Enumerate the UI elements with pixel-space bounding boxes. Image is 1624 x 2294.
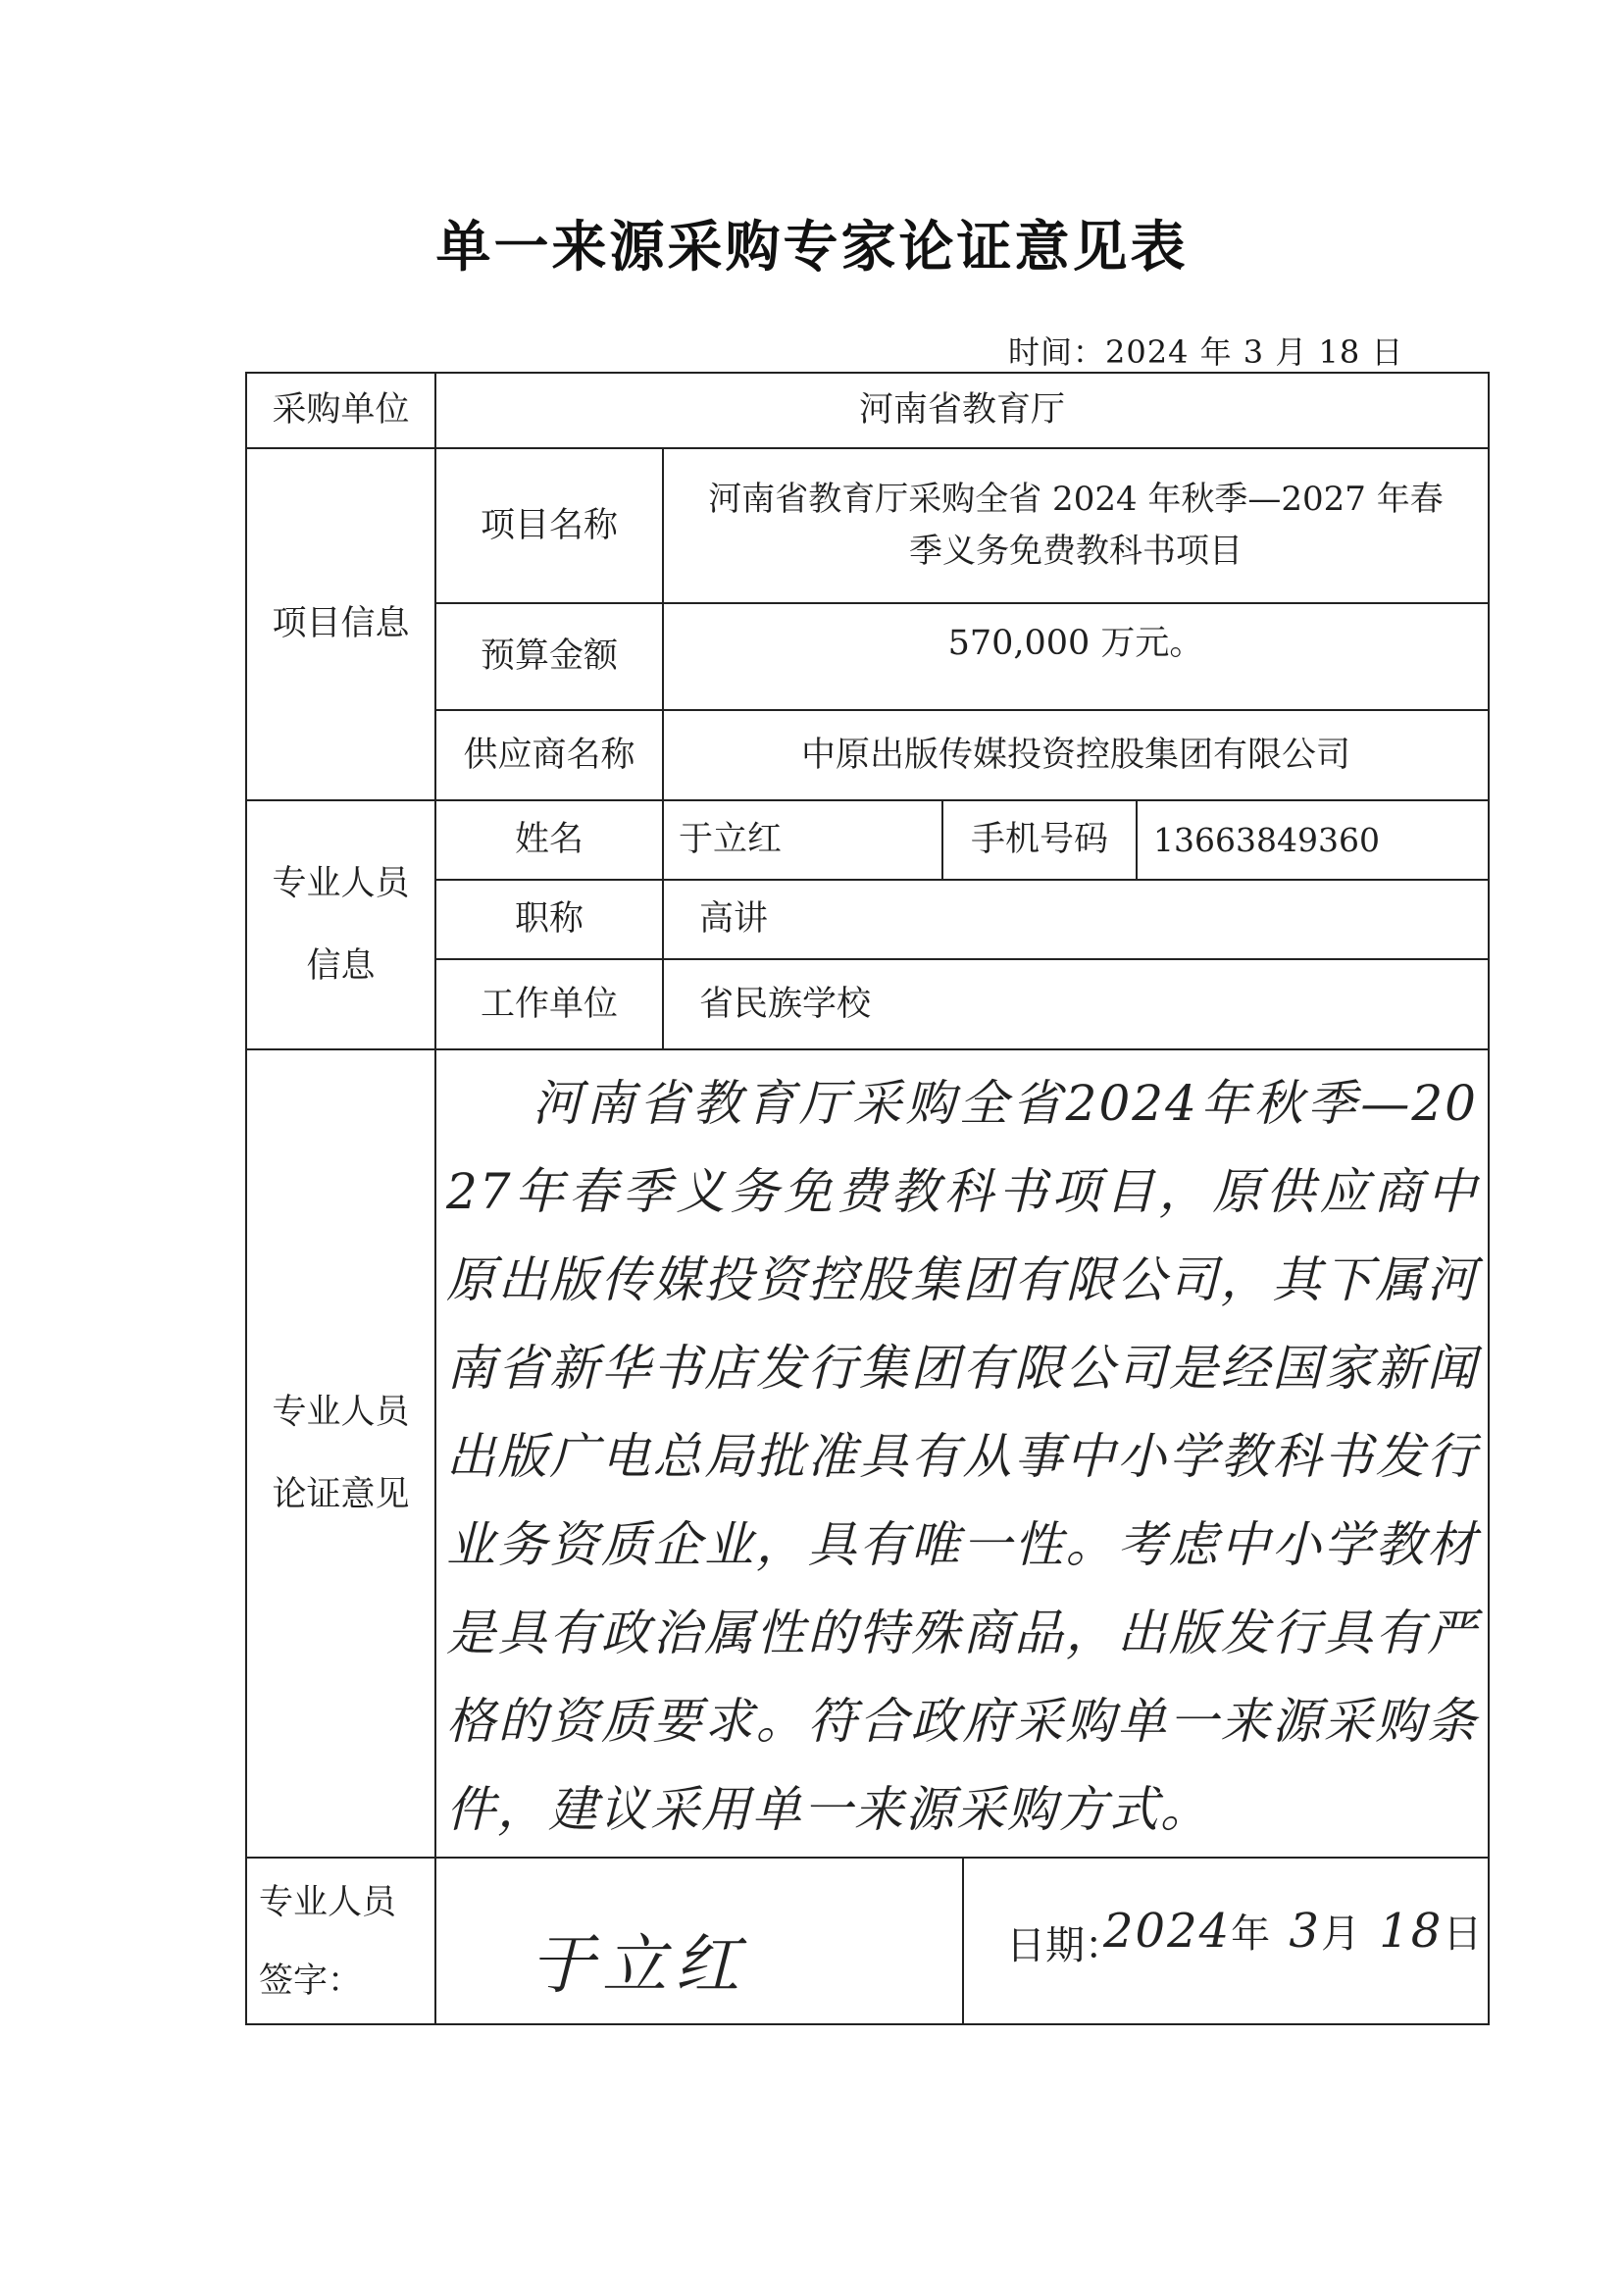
- expert-name-label: 姓名: [514, 820, 584, 860]
- column-divider: [962, 1857, 964, 2025]
- phone-value: 13663849360: [1153, 820, 1380, 859]
- phone-label: 手机号码: [970, 820, 1108, 860]
- handwritten-signature: 于立红: [530, 1927, 747, 2003]
- purchaser-value: 河南省教育厅: [858, 390, 1065, 431]
- signature-date-label: 日期：: [1006, 1923, 1124, 1968]
- opinion-handwritten-text: 河南省教育厅采购全省2024年秋季—2027年春季义务免费教科书项目，原供应商中原出版传媒投资控股集团有限公司，其下属河南省新华书店发行集团有限公司是经国家新闻出版广电总局批准具有从事中小学教科书发行业务资质企业，具有唯一性。考虑中小学教材是具有政治属性的特殊商品，出版发行具有严格的资质要求。符合政府采购单一来源采购条件，建议采用单一来源采购方式。: [446, 1075, 1478, 1838]
- form-date: [1008, 328, 1403, 373]
- project-name-label: 项目名称: [480, 505, 618, 545]
- employer-label: 工作单位: [480, 984, 618, 1024]
- signature-label-line-2: 签字：: [259, 1962, 363, 2001]
- form-date-value: 2024 年 3 月 18 日: [1105, 333, 1404, 371]
- signature-label-line-1: 专业人员: [259, 1882, 397, 1922]
- project-name-line-1: 河南省教育厅采购全省 2024 年秋季—2027 年春: [708, 480, 1444, 520]
- purchaser-label: 采购单位: [272, 390, 410, 431]
- opinion-label-line-2: 论证意见: [272, 1475, 410, 1514]
- project-name-line-2: 季义务免费教科书项目: [909, 532, 1243, 571]
- project-info-label: 项目信息: [272, 604, 410, 644]
- form-title: 单一来源采购专家论证意见表: [435, 215, 1189, 280]
- opinion-label-line-1: 专业人员: [272, 1393, 410, 1432]
- expert-info-label: [247, 801, 434, 1048]
- signature-date-month-unit: 月: [1320, 1912, 1362, 1957]
- expert-title-label: 职称: [514, 899, 584, 940]
- signature-date: [1103, 1903, 1484, 1959]
- expert-info-label-line-2: 信息: [306, 946, 376, 986]
- signature-date-day: 18: [1379, 1904, 1444, 1959]
- signature-date-day-unit: 日: [1443, 1912, 1485, 1957]
- signature-date-month: 3: [1289, 1904, 1321, 1959]
- supplier-label: 供应商名称: [463, 735, 635, 775]
- signature-date-year: 2024: [1103, 1904, 1232, 1959]
- budget-value: 570,000 万元。: [947, 623, 1204, 663]
- expert-name-value: 于立红: [679, 820, 783, 860]
- signature-date-year-unit: 年: [1231, 1912, 1273, 1957]
- expert-info-label-line-1: 专业人员: [272, 864, 410, 903]
- opinion-label: [247, 1050, 434, 1857]
- employer-value: 省民族学校: [699, 984, 872, 1024]
- column-divider: [1136, 799, 1138, 879]
- expert-title-value: 高讲: [699, 899, 769, 940]
- budget-label: 预算金额: [480, 637, 618, 677]
- supplier-value: 中原出版传媒投资控股集团有限公司: [800, 735, 1350, 775]
- project-name-value: [664, 449, 1488, 602]
- signature-label: [247, 1859, 434, 2025]
- form-date-label: 时间：: [1008, 333, 1106, 371]
